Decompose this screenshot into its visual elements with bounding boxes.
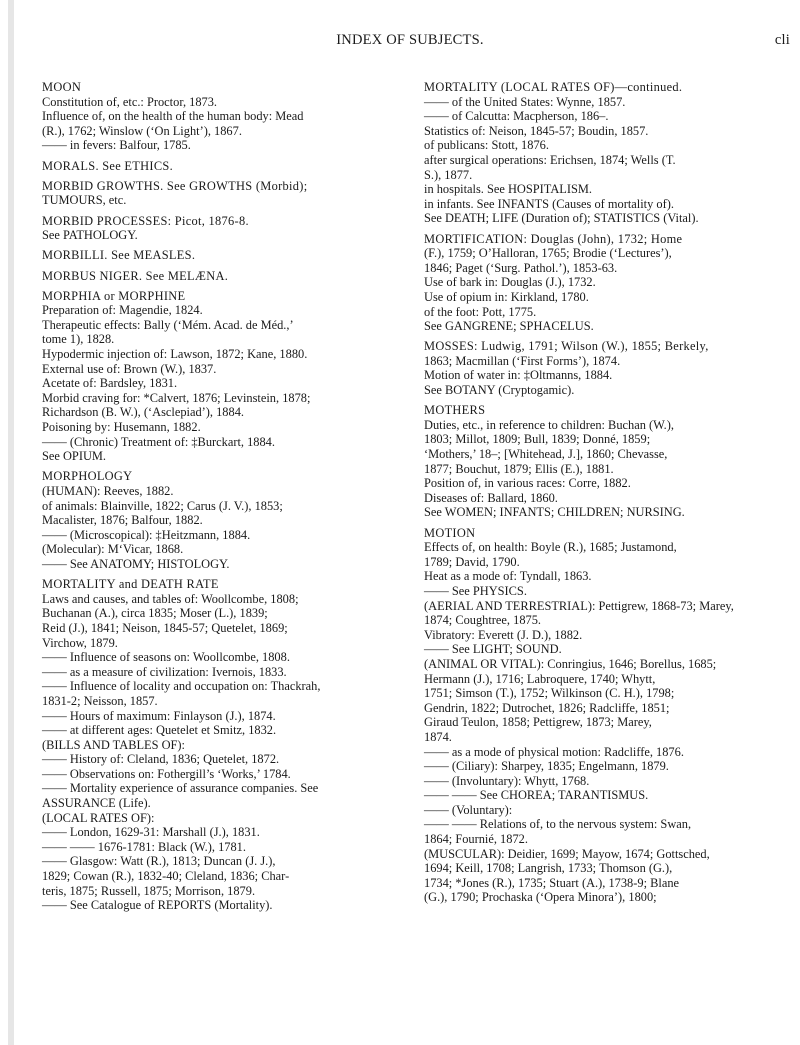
entry-line: 1803; Millot, 1809; Bull, 1839; Donné, 1859; (424, 432, 651, 447)
entry-line: in hospitals. See HOSPITALISM. (424, 182, 593, 197)
entry-line: —— of Calcutta: Macpherson, 186–. (424, 109, 609, 124)
entry-line: Reid (J.), 1841; Neison, 1845-57; Quetelet, 1869; (42, 620, 288, 635)
entry-heading: MORPHOLOGY (42, 469, 133, 484)
entry-line: —— Hours of maximum: Finlayson (J.), 1874. (42, 708, 276, 723)
entry-line: 1874; Coughtree, 1875. (424, 613, 542, 628)
index-entry (424, 80, 780, 226)
entry-line: See GANGRENE; SPHACELUS. (424, 319, 594, 334)
entry-line: —— —— Relations of, to the nervous system: Swan, (424, 817, 692, 832)
entry-line: Position of, in various races: Corre, 1882. (424, 476, 631, 491)
entry-line: Laws and causes, and tables of: Woollcombe, 1808; (42, 591, 299, 606)
index-entry (424, 403, 780, 520)
entry-line: (G.), 1790; Prochaska (‘Opera Minora’), 1800; (424, 890, 657, 905)
entry-line: TUMOURS, etc. (42, 193, 127, 208)
entry-line: S.), 1877. (424, 167, 473, 182)
entry-line: 1829; Cowan (R.), 1832-40; Cleland, 1836; Char- (42, 869, 290, 884)
entry-line: —— (Involuntary): Whytt, 1768. (424, 773, 590, 788)
entry-line: (HUMAN): Reeves, 1882. (42, 484, 174, 498)
entry-line: Richardson (B. W.), (‘Asclepiad’), 1884. (42, 405, 244, 420)
entry-line: (ANIMAL OR VITAL): Conringius, 1646; Borellus, 1685; (424, 656, 717, 671)
entry-heading: MORBID GROWTHS. See GROWTHS (Morbid); (42, 178, 308, 193)
entry-line: tome 1), 1828. (42, 332, 115, 347)
entry-line: 1734; *Jones (R.), 1735; Stuart (A.), 1738-9; Blane (424, 875, 680, 890)
entry-line: Diseases of: Ballard, 1860. (424, 490, 558, 505)
entry-line: Giraud Teulon, 1858; Pettigrew, 1873; Marey, (424, 715, 652, 730)
entry-line: 1751; Simson (T.), 1752; Wilkinson (C. H.), 1798; (424, 686, 675, 701)
entry-line: (AERIAL AND TERRESTRIAL): Pettigrew, 1868-73; Marey, (424, 598, 734, 613)
index-entry (42, 269, 407, 284)
entry-line: in infants. See INFANTS (Causes of mortality of). (424, 196, 674, 211)
entry-line: Heat as a mode of: Tyndall, 1863. (424, 569, 592, 584)
entry-heading: MORPHIA or MORPHINE (42, 288, 186, 303)
entry-line: —— of the United States: Wynne, 1857. (424, 94, 626, 109)
entry-line: —— History of: Cleland, 1836; Quetelet, 1872. (42, 752, 280, 767)
entry-line: —— Mortality experience of assurance companies. See (42, 781, 319, 796)
entry-line: (F.), 1759; O’Halloran, 1765; Brodie (‘Lectures’), (424, 246, 672, 261)
entry-line: —— (Ciliary): Sharpey, 1835; Engelmann, 1879. (424, 759, 669, 774)
entry-line: Motion of water in: ‡Oltmanns, 1884. (424, 368, 613, 383)
index-entry (42, 469, 407, 571)
entry-line: Effects of, on health: Boyle (R.), 1685; Justamond, (424, 540, 677, 555)
index-entry (42, 159, 407, 174)
entry-heading: MORTALITY (LOCAL RATES OF)—continued. (424, 80, 683, 94)
entry-line: —— See Catalogue of REPORTS (Mortality). (42, 898, 273, 913)
entry-heading: MORTIFICATION: Douglas (John), 1732; Home (424, 231, 683, 246)
entry-line: —— Influence of locality and occupation on: Thackrah, (42, 679, 321, 694)
entry-line: Vibratory: Everett (J. D.), 1882. (424, 627, 583, 642)
index-entry (42, 80, 407, 153)
entry-heading: MOTHERS (424, 403, 486, 418)
entry-heading: MORBUS NIGER. See MELÆNA. (42, 268, 229, 283)
entry-line: —— London, 1629-31: Marshall (J.), 1831. (42, 825, 260, 840)
entry-line: —— as a measure of civilization: Ivernois, 1833. (42, 664, 287, 679)
page-number: cli (774, 32, 790, 48)
entry-line: Acetate of: Bardsley, 1831. (42, 376, 178, 391)
entry-line: —— Glasgow: Watt (R.), 1813; Duncan (J. J.), (42, 854, 276, 869)
page-edge-shadow (8, 0, 14, 1045)
entry-line: —— Influence of seasons on: Woollcombe, 1808. (42, 650, 290, 665)
entry-line: 1874. (424, 729, 452, 744)
entry-line: —— —— See CHOREA; TARANTISMUS. (424, 788, 649, 803)
index-entry (424, 526, 780, 905)
entry-line: Duties, etc., in reference to children: Buchan (W.), (424, 417, 675, 432)
entry-line: See PATHOLOGY. (42, 228, 138, 243)
index-entry (42, 577, 407, 913)
entry-line: —— (Chronic) Treatment of: ‡Burckart, 1884. (42, 434, 275, 449)
entry-line: Hermann (J.), 1716; Labroquere, 1740; Whytt, (424, 671, 656, 686)
right-column (424, 80, 780, 911)
entry-line: See DEATH; LIFE (Duration of); STATISTICS (Vital). (424, 211, 699, 226)
entry-line: 1877; Bouchut, 1879; Ellis (E.), 1881. (424, 461, 614, 476)
entry-line: of publicans: Stott, 1876. (424, 138, 549, 153)
entry-line: —— (Voluntary): (424, 802, 513, 817)
entry-line: (MUSCULAR): Deidier, 1699; Mayow, 1674; Gottsched, (424, 846, 710, 861)
entry-line: Poisoning by: Husemann, 1882. (42, 420, 201, 435)
entry-line: —— (Microscopical): ‡Heitzmann, 1884. (42, 527, 251, 542)
page-header (110, 32, 790, 49)
index-entry (42, 214, 407, 243)
entry-line: —— —— 1676-1781: Black (W.), 1781. (42, 839, 246, 854)
page-title: INDEX OF SUBJECTS. (336, 32, 484, 48)
entry-heading: MORBID PROCESSES: Picot, 1876-8. (42, 213, 249, 228)
entry-line: Influence of, on the health of the human body: Mead (42, 109, 304, 124)
entry-line: Hypodermic injection of: Lawson, 1872; Kane, 1880. (42, 347, 308, 362)
entry-line: Constitution of, etc.: Proctor, 1873. (42, 94, 218, 109)
entry-line: —— at different ages: Quetelet et Smitz, 1832. (42, 723, 277, 738)
entry-line: Macalister, 1876; Balfour, 1882. (42, 513, 203, 528)
entry-heading: MORBILLI. See MEASLES. (42, 248, 196, 263)
entry-line: —— Observations on: Fothergill’s ‘Works,’ 1784. (42, 766, 291, 781)
entry-line: ‘Mothers,’ 18–; [Whitehead, J.], 1860; Chevasse, (424, 447, 668, 462)
entry-line: —— in fevers: Balfour, 1785. (42, 138, 191, 153)
entry-line: External use of: Brown (W.), 1837. (42, 361, 217, 376)
entry-line: Gendrin, 1822; Dutrochet, 1826; Radcliffe, 1851; (424, 700, 670, 715)
entry-line: Morbid craving for: *Calvert, 1876; Levinstein, 1878; (42, 390, 311, 405)
entry-heading: MORALS. See ETHICS. (42, 158, 173, 173)
entry-line: after surgical operations: Erichsen, 1874; Wells (T. (424, 152, 676, 167)
entry-line: 1831-2; Neisson, 1857. (42, 693, 158, 708)
left-column (42, 80, 407, 918)
entry-line: Statistics of: Neison, 1845-57; Boudin, 1857. (424, 123, 649, 138)
entry-line: (LOCAL RATES OF): (42, 810, 155, 825)
entry-heading: MOON (42, 80, 82, 94)
entry-line: —— as a mode of physical motion: Radcliffe, 1876. (424, 744, 684, 759)
index-entry (424, 232, 780, 334)
entry-line: —— See PHYSICS. (424, 583, 527, 598)
entry-heading: MORTALITY and DEATH RATE (42, 577, 219, 592)
entry-line: 1694; Keill, 1708; Langrish, 1733; Thomson (G.), (424, 861, 673, 876)
entry-line: ASSURANCE (Life). (42, 796, 151, 811)
entry-line: Preparation of: Magendie, 1824. (42, 303, 203, 318)
entry-line: See OPIUM. (42, 449, 107, 464)
entry-line: Use of opium in: Kirkland, 1780. (424, 289, 589, 304)
entry-line: (R.), 1762; Winslow (‘On Light’), 1867. (42, 123, 242, 138)
entry-line: See WOMEN; INFANTS; CHILDREN; NURSING. (424, 505, 685, 520)
entry-heading: MOTION (424, 525, 476, 540)
entry-line: teris, 1875; Russell, 1875; Morrison, 1879. (42, 883, 256, 898)
index-entry (424, 339, 780, 397)
index-entry (42, 179, 407, 208)
index-entry (42, 248, 407, 263)
entry-line: of animals: Blainville, 1822; Carus (J. V.), 1853; (42, 498, 283, 513)
entry-line: 1864; Fournié, 1872. (424, 832, 528, 847)
entry-line: —— See ANATOMY; HISTOLOGY. (42, 556, 230, 571)
entry-line: (Molecular): M‘Vicar, 1868. (42, 542, 184, 557)
entry-line: 1846; Paget (‘Surg. Pathol.’), 1853-63. (424, 260, 618, 275)
entry-line: 1863; Macmillan (‘First Forms’), 1874. (424, 353, 621, 368)
entry-line: See BOTANY (Cryptogamic). (424, 383, 575, 398)
index-entry (42, 289, 407, 464)
entry-heading: MOSSES: Ludwig, 1791; Wilson (W.), 1855; Berkely, (424, 339, 709, 354)
entry-line: Use of bark in: Douglas (J.), 1732. (424, 275, 596, 290)
entry-line: of the foot: Pott, 1775. (424, 304, 537, 319)
entry-line: Virchow, 1879. (42, 635, 118, 650)
entry-line: Buchanan (A.), circa 1835; Moser (L.), 1839; (42, 606, 268, 621)
entry-line: 1789; David, 1790. (424, 554, 520, 569)
entry-line: Therapeutic effects: Bally (‘Mém. Acad. de Méd.,’ (42, 317, 294, 332)
entry-line: (BILLS AND TABLES OF): (42, 737, 185, 752)
entry-line: —— See LIGHT; SOUND. (424, 642, 562, 657)
